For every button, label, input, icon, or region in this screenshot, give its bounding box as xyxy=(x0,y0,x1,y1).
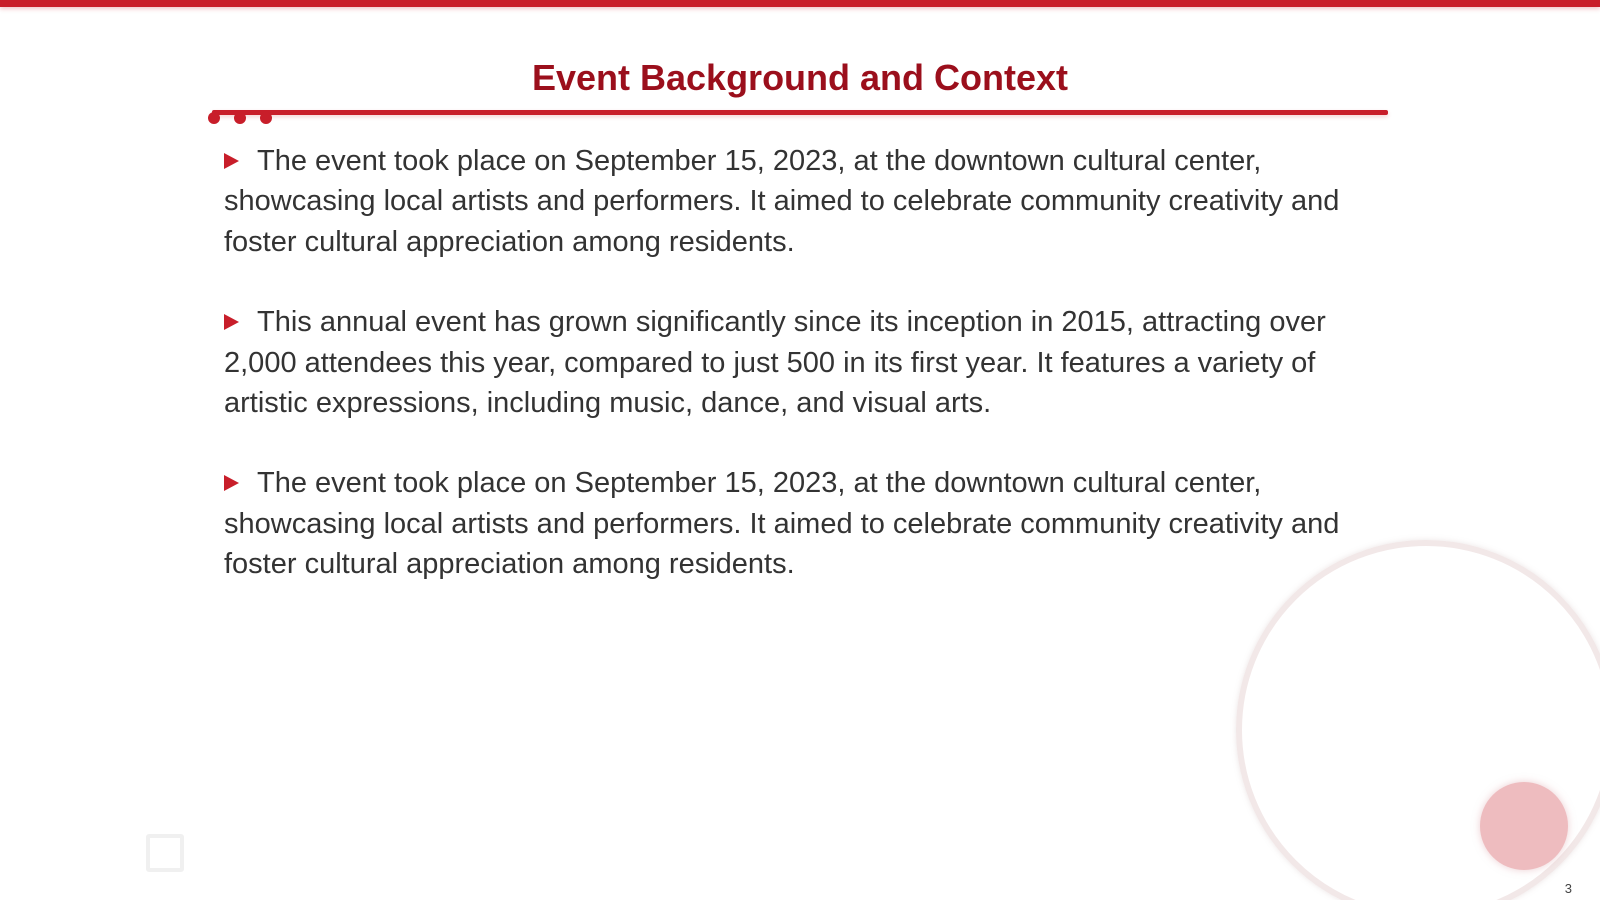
page-number: 3 xyxy=(1564,881,1572,896)
bullet-text: This annual event has grown significantly since its inception in 2015, attracting over 2,000 attendees this year, compared to just 500 in its first year. It features a variety of artistic expressions, including music, dance, and visual arts. xyxy=(224,306,1326,420)
rule-dot xyxy=(260,112,272,124)
triangle-right-icon xyxy=(224,153,239,169)
rule-dot xyxy=(234,112,246,124)
bullet-text: The event took place on September 15, 2023, at the downtown cultural center, showcasing local artists and performers. It aimed to celebrate community creativity and foster cultural appreciation among residents. xyxy=(224,467,1340,581)
bullet-item xyxy=(224,463,1364,584)
title-underline xyxy=(212,110,1388,115)
decorative-circle xyxy=(1480,782,1568,870)
rule-dot xyxy=(208,112,220,124)
bullet-text: The event took place on September 15, 2023, at the downtown cultural center, showcasing local artists and performers. It aimed to celebrate community creativity and foster cultural appreciation among residents. xyxy=(224,145,1340,258)
triangle-right-icon xyxy=(224,475,239,491)
bullet-list xyxy=(224,141,1364,625)
slide-title: Event Background and Context xyxy=(531,57,1069,98)
bullet-item xyxy=(224,141,1364,262)
top-accent-bar xyxy=(0,0,1600,7)
decorative-square xyxy=(146,834,184,872)
triangle-right-icon xyxy=(224,314,239,330)
bullet-item xyxy=(224,302,1364,423)
